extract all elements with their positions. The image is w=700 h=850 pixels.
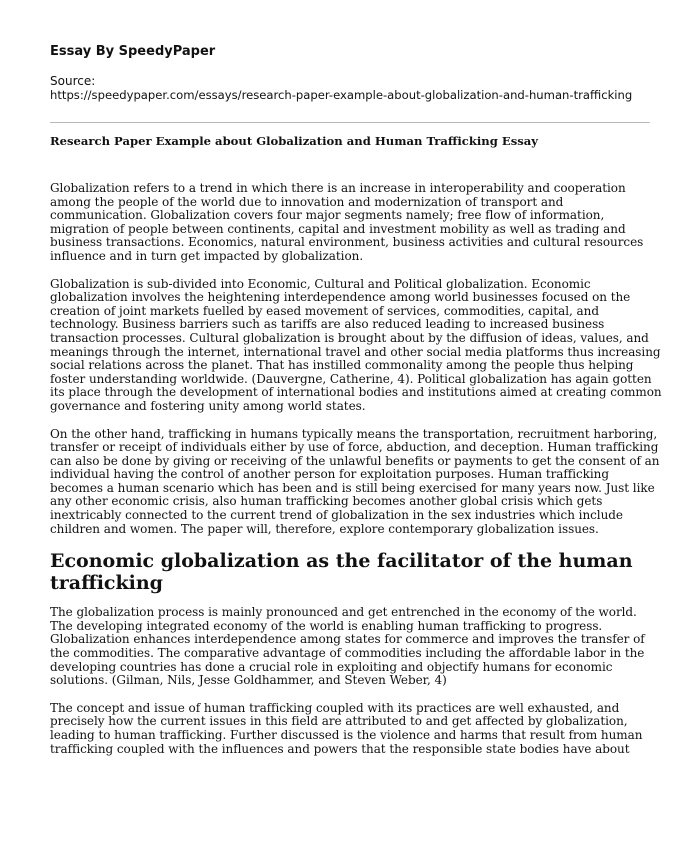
paragraph-2: Globalization is sub-divided into Economic, Cultural and Political globalization. Economic globalization involves the heightening interdependence among world businesses focused on the creation of joint markets fuelled by eased movement of services, commodities, capital, and technology. Business barriers such as tariffs are also reduced leading to increased business transaction processes. Cultural globalization is brought about by the diffusion of ideas, values, and meanings through the internet, international travel and other social media platforms thus increasing social relations across the planet. That has instilled commonality among the people thus helping foster understanding worldwide. (Dauvergne, Catherine, 4). Political globalization has again gotten its place through the development of international bodies and institutions aimed at creating common governance and fostering unity among world states. bbox=[50, 276, 662, 413]
section-heading: Economic globalization as the facilitator of the human trafficking bbox=[50, 550, 633, 595]
document-body bbox=[50, 182, 662, 770]
essay-source-title: Essay By SpeedyPaper bbox=[50, 44, 216, 59]
source-label: Source: bbox=[50, 74, 96, 88]
source-url-link[interactable]: https://speedypaper.com/essays/research-paper-example-about-globalization-and-human-trafficking bbox=[50, 88, 633, 102]
header-divider bbox=[50, 122, 650, 123]
document-title: Research Paper Example about Globalization and Human Trafficking Essay bbox=[50, 134, 538, 148]
paragraph-3: On the other hand, trafficking in humans typically means the transportation, recruitment harboring, transfer or receipt of individuals either by use of force, abduction, and deception. Human trafficking can also be done by giving or receiving of the unlawful benefits or payments to get the consent of an individual having the control of another person for exploitation purposes. Human trafficking becomes a human scenario which has been and is still being exercised for many years now. Just like any other economic crisis, also human trafficking becomes another global crisis which gets inextricably connected to the current trend of globalization in the sex industries which include children and women. The paper will, therefore, explore contemporary globalization issues. bbox=[50, 426, 660, 536]
section-paragraph-2: The concept and issue of human trafficking coupled with its practices are well exhausted, and precisely how the current issues in this field are attributed to and get affected by globalization, leading to human trafficking. Further discussed is the violence and harms that result from human trafficking coupled with the influences and powers that the responsible state bodies have about bbox=[50, 700, 643, 756]
paragraph-1: Globalization refers to a trend in which there is an increase in interoperability and cooperation among the people of the world due to innovation and modernization of transport and communication. Globalization covers four major segments namely; free flow of information, migration of people between continents, capital and investment mobility as well as trading and business transactions. Economics, natural environment, business activities and cultural resources influence and in turn get impacted by globalization. bbox=[50, 181, 644, 263]
section-paragraph-1: The globalization process is mainly pronounced and get entrenched in the economy of the world. The developing integrated economy of the world is enabling human trafficking to progress. Globalization enhances interdependence among states for commerce and improves the transfer of the commodities. The comparative advantage of commodities including the affordable labor in the developing countries has done a crucial role in exploiting and objectify humans for economic solutions. (Gilman, Nils, Jesse Goldhammer, and Steven Weber, 4) bbox=[50, 605, 645, 688]
